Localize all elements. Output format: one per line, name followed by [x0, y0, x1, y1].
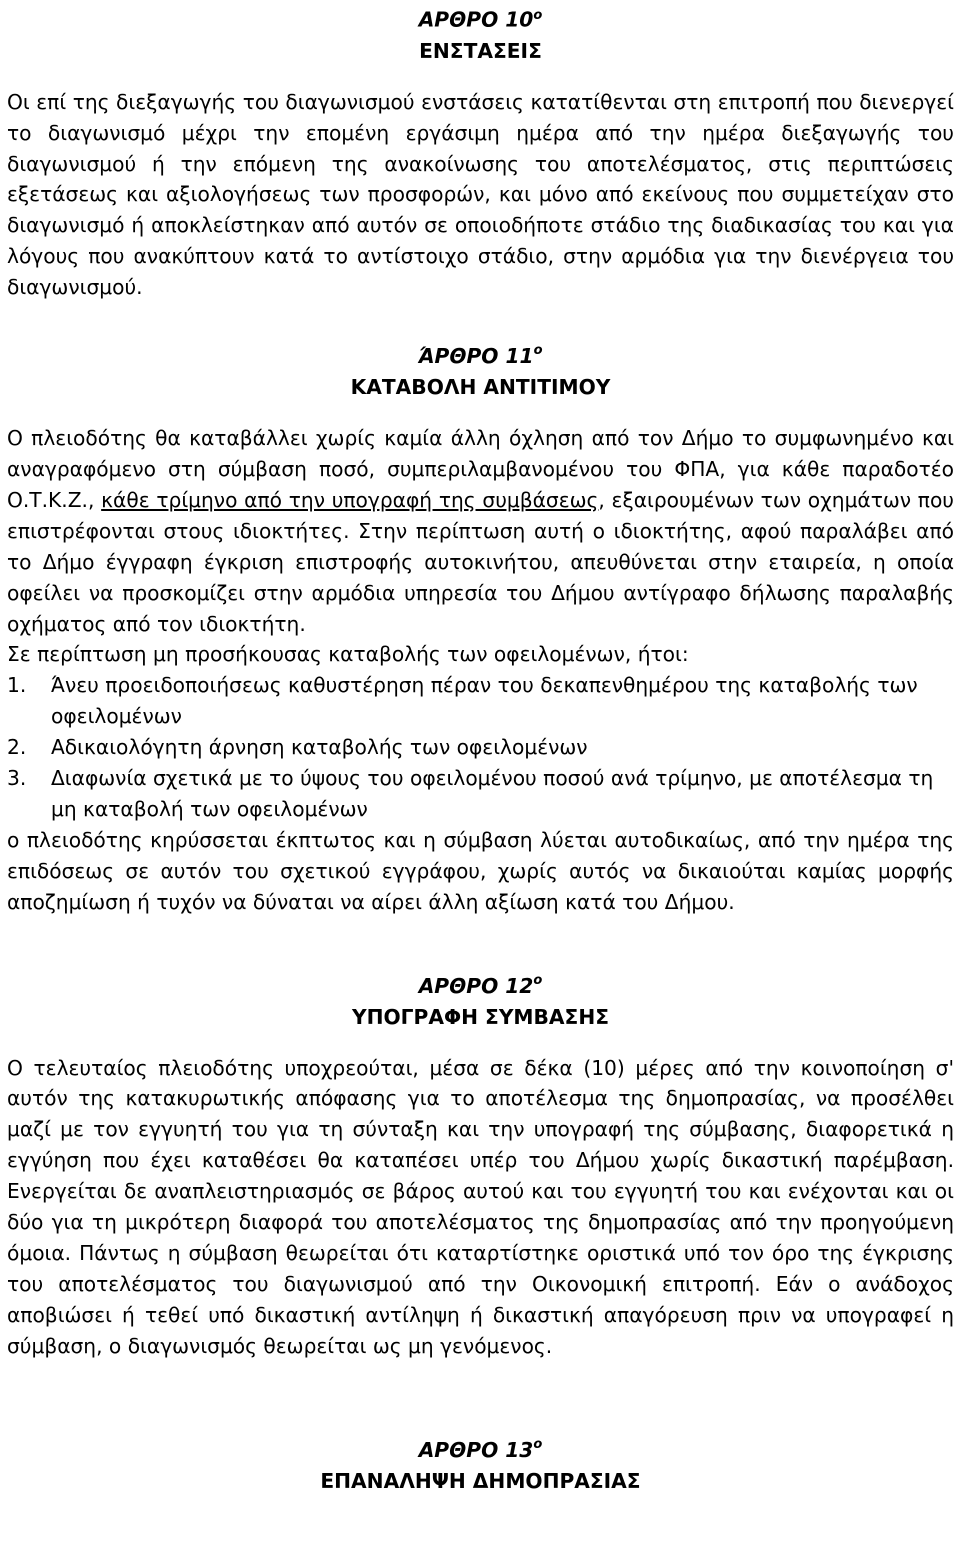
article-13-title: ΑΡΘΡΟ 13 — [418, 1437, 534, 1462]
article-12-body: Ο τελευταίος πλειοδότης υποχρεούται, μέσα σε δέκα (10) μέρες από την κοινοποίηση σ' αυτόν της κατακυρωτικής απόφασης για το αποτέλεσμα της δημοπρασίας, να προσέλθει μαζί με τον εγγυητή του για τη σύνταξη και την υπογραφή της σύμβασης, διαφορετικά η εγγύηση που έχει καταθέσει θα καταπέσει υπέρ του Δήμου χωρίς δικαστική παρέμβαση. Ενεργείται δε αναπλειστηριασμός σε βάρος αυτού και του εγγυητή του και ενέχονται και οι δύο για τη μικρότερη διαφορά του αποτελέσματος της δημοπρασίας από την προηγούμενη όμοια. Πάντως η σύμβαση θεωρείται ότι καταρτίστηκε οριστικά υπό τον όρο της έγκρισης του αποτελέσματος του διαγωνισμού από την Οικονομική επιτροπή. Εάν ο ανάδοχος αποβιώσει ή τεθεί υπό δικαστική αντίληψη ή δικαστική απαγόρευση πριν να υπογραφεί η σύμβαση, ο διαγωνισμός θεωρείται ως μη γενόμενος. — [7, 1055, 954, 1358]
article-10-heading — [7, 0, 954, 36]
article-11-title-sup: ο — [533, 343, 543, 359]
article-10-subtitle: ΕΝΣΤΑΣΕΙΣ — [419, 38, 542, 63]
article-13 — [7, 1429, 954, 1497]
list-item-number: 1. — [7, 673, 27, 698]
list-item — [7, 732, 954, 763]
article-12-title-sup: ο — [533, 972, 543, 988]
article-10-title-sup: ο — [533, 8, 543, 23]
list-item — [7, 763, 954, 825]
article-10 — [7, 0, 954, 303]
article-11-heading — [7, 335, 954, 372]
list-item-text: Άνευ προειδοποιήσεως καθυστέρηση πέραν του δεκαπενθημέρου της καταβολής των οφειλομένων — [51, 673, 918, 729]
list-item-text: Διαφωνία σχετικά με το ύψους του οφειλομένου ποσού ανά τρίμηνο, με αποτέλεσμα τη μη καταβολή των οφειλομένων — [51, 766, 934, 821]
article-12-title: ΑΡΘΡΟ 12 — [418, 973, 534, 998]
article-10-title: ΑΡΘΡΟ 10 — [418, 7, 534, 32]
article-10-body: Οι επί της διεξαγωγής του διαγωνισμού ενστάσεις κατατίθενται στη επιτροπή που διενεργεί το διαγωνισμό μέχρι την επομένη εργάσιμη ημέρα από την ημέρα διεξαγωγής του διαγωνισμού ή την επόμενη της ανακοίνωσης του αποτελέσματος, στις περιπτώσεις εξετάσεως και αξιολογήσεως των προσφορών, και μόνο από εκείνους που συμμετείχαν στο διαγωνισμό ή αποκλείστηκαν από αυτόν σε οποιοδήποτε στάδιο της διαδικασίας του και για λόγους που ανακύπτουν κατά το αντίστοιχο στάδιο, στην αρμόδια για την διενέργεια του διαγωνισμού. — [7, 89, 954, 300]
list-item-number: 3. — [7, 766, 27, 791]
article-11-body-part1: Ο πλειοδότης θα καταβάλλει χωρίς καμία άλλη όχληση από τον Δήμο το συμφωνημένο και αναγραφόμενο στη σύμβαση ποσό, συμπεριλαμβανομένου του ΦΠΑ, για κάθε παραδοτέο Ο.Τ.Κ.Ζ., — [7, 426, 954, 512]
article-11-body — [7, 423, 954, 639]
article-13-heading — [7, 1429, 954, 1466]
article-11 — [7, 335, 954, 918]
list-item — [7, 670, 954, 732]
article-11-body-underlined: κάθε τρίμηνο από την υπογραφή της συμβάσεως — [101, 487, 599, 512]
list-item-text: Αδικαιολόγητη άρνηση καταβολής των οφειλομένων — [51, 735, 588, 760]
article-12-subtitle: ΥΠΟΓΡΑΦΗ ΣΥΜΒΑΣΗΣ — [351, 1004, 610, 1029]
article-11-conclusion: ο πλειοδότης κηρύσσεται έκπτωτος και η σύμβαση λύεται αυτοδικαίως, από την ημέρα της επιδόσεως σε αυτόν του σχετικού εγγράφου, χωρίς αυτός να δικαιούται καμίας μορφής αποζημίωση ή τυχόν να δύναται να αίρει άλλη αξίωση κατά του Δήμου. — [7, 827, 954, 914]
article-12-heading — [7, 965, 954, 1002]
article-11-title: ΆΡΘΡΟ 11 — [418, 344, 534, 369]
article-11-list-intro: Σε περίπτωση μη προσήκουσας καταβολής των οφειλομένων, ήτοι: — [7, 642, 689, 667]
article-13-title-sup: ο — [533, 1436, 543, 1452]
article-13-subtitle: ΕΠΑΝΑΛΗΨΗ ΔΗΜΟΠΡΑΣΙΑΣ — [320, 1468, 641, 1493]
article-11-list — [7, 670, 954, 825]
list-item-number: 2. — [7, 735, 27, 760]
article-11-body-part2: , εξαιρουμένων των οχημάτων που επιστρέφονται στους ιδιοκτήτες. Στην περίπτωση αυτή ο ιδιοκτήτης, αφού παραλάβει από το Δήμο έγγραφη έγκριση επιστροφής αυτοκινήτου, απευθύνεται στην εταιρεία, η οποία οφείλει να προσκομίζει στην αρμόδια υπηρεσία του Δήμου αντίγραφο δήλωσης παραλαβής οχήματος από τον ιδιοκτήτη. — [7, 487, 954, 636]
article-11-subtitle: ΚΑΤΑΒΟΛΗ ΑΝΤΙΤΙΜΟΥ — [350, 375, 611, 400]
article-12 — [7, 965, 954, 1362]
